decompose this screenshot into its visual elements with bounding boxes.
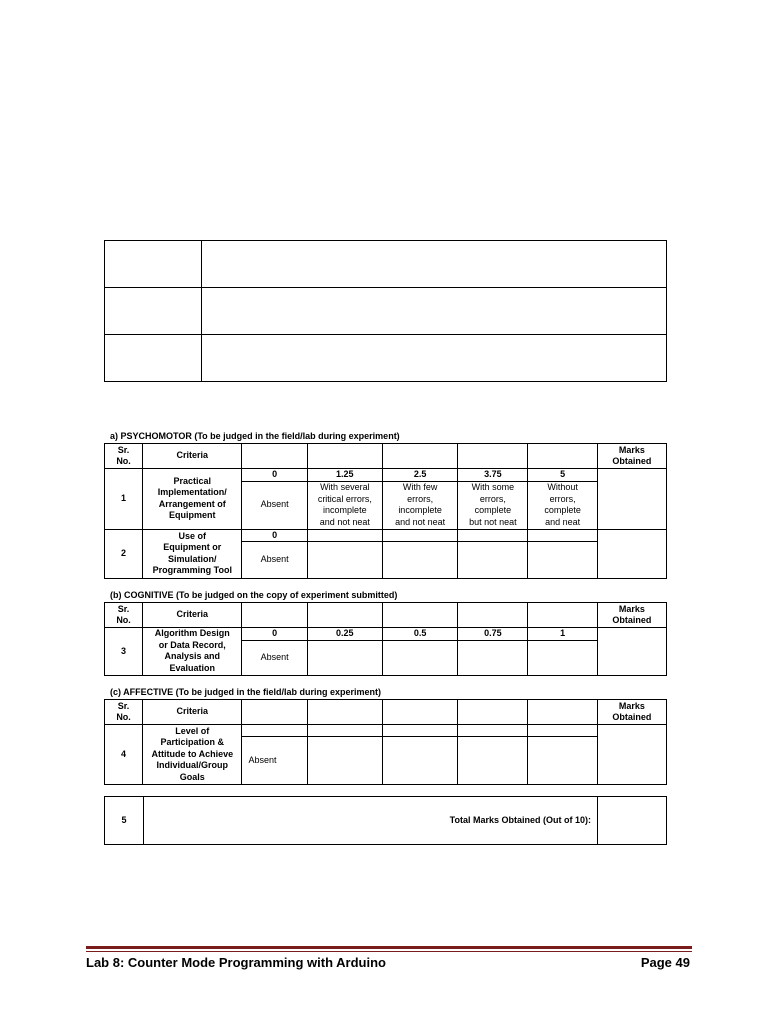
level-description: Without errors, complete and neat (528, 481, 597, 529)
criteria-header: Criteria (143, 700, 242, 725)
level-value: 0.75 (458, 628, 528, 641)
marks-cell (597, 469, 666, 530)
total-row (105, 797, 667, 845)
level-description: Absent (242, 737, 307, 785)
marks-cell (597, 529, 666, 579)
criteria-header: Criteria (143, 444, 242, 469)
level-cell (242, 603, 307, 628)
affective-table (104, 699, 667, 785)
level-value: 0 (242, 628, 307, 641)
level-value (382, 725, 457, 737)
criteria-cell: Level of Participation & Attitude to Achieve Individual/Group Goals (143, 725, 242, 785)
footer-lab-title: Lab 8: Counter Mode Programming with Arduino (86, 955, 386, 970)
level-description (382, 542, 457, 579)
level-description (307, 640, 382, 675)
info-cell (202, 241, 667, 288)
info-cell (105, 241, 202, 288)
total-marks-cell (598, 797, 667, 845)
sr-no-cell: 2 (105, 529, 143, 579)
total-label: Total Marks Obtained (Out of 10): (144, 797, 598, 845)
level-description: Absent (242, 542, 307, 579)
sr-no-header: Sr. No. (105, 603, 143, 628)
level-cell (382, 700, 457, 725)
level-value: 0.25 (307, 628, 382, 641)
footer-page-number: Page 49 (640, 955, 690, 970)
level-value (307, 529, 382, 542)
level-cell (528, 444, 597, 469)
level-description (458, 542, 528, 579)
marks-header: Marks Obtained (597, 444, 666, 469)
level-cell (458, 444, 528, 469)
info-table (104, 240, 667, 382)
level-description (528, 737, 597, 785)
criteria-cell: Use of Equipment or Simulation/ Programming Tool (143, 529, 242, 579)
marks-cell (597, 628, 666, 676)
level-value (307, 725, 382, 737)
level-description: With few errors, incomplete and not neat (382, 481, 457, 529)
header-row (105, 700, 667, 725)
level-cell (307, 700, 382, 725)
level-description: With some errors, complete but not neat (458, 481, 528, 529)
level-value: 0 (242, 469, 307, 482)
level-description: With several critical errors, incomplete and not neat (307, 481, 382, 529)
level-value (242, 725, 307, 737)
level-cell (458, 603, 528, 628)
sr-no-cell: 5 (105, 797, 144, 845)
table-row (105, 469, 667, 482)
sr-no-cell: 4 (105, 725, 143, 785)
marks-header: Marks Obtained (597, 700, 666, 725)
cognitive-title: (b) COGNITIVE (To be judged on the copy of experiment submitted) (110, 590, 398, 600)
psychomotor-table (104, 443, 667, 579)
header-row (105, 444, 667, 469)
level-description (382, 640, 457, 675)
psychomotor-title: a) PSYCHOMOTOR (To be judged in the field/lab during experiment) (110, 431, 400, 441)
footer-rule (86, 946, 692, 949)
sr-no-header: Sr. No. (105, 700, 143, 725)
table-row (105, 628, 667, 641)
level-value: 0 (242, 529, 307, 542)
criteria-header: Criteria (143, 603, 242, 628)
level-cell (528, 700, 597, 725)
level-cell (242, 444, 307, 469)
header-row (105, 603, 667, 628)
table-row (105, 725, 667, 737)
level-description: Absent (242, 481, 307, 529)
info-cell (105, 288, 202, 335)
level-description: Absent (242, 640, 307, 675)
marks-header: Marks Obtained (597, 603, 666, 628)
level-description (528, 640, 597, 675)
level-value (528, 725, 597, 737)
level-value (458, 529, 528, 542)
level-cell (307, 603, 382, 628)
criteria-cell: Practical Implementation/ Arrangement of Equipment (143, 469, 242, 530)
marks-cell (597, 725, 666, 785)
level-description (382, 737, 457, 785)
footer-rule (86, 951, 692, 952)
sr-no-cell: 1 (105, 469, 143, 530)
level-value: 1 (528, 628, 597, 641)
cognitive-table (104, 602, 667, 676)
info-cell (202, 335, 667, 382)
info-cell (202, 288, 667, 335)
criteria-cell: Algorithm Design or Data Record, Analysis and Evaluation (143, 628, 242, 676)
level-cell (307, 444, 382, 469)
sr-no-cell: 3 (105, 628, 143, 676)
level-cell (528, 603, 597, 628)
info-row (105, 288, 667, 335)
info-row (105, 335, 667, 382)
level-description (458, 737, 528, 785)
level-cell (242, 700, 307, 725)
level-cell (458, 700, 528, 725)
level-value (382, 529, 457, 542)
affective-title: (c) AFFECTIVE (To be judged in the field/lab during experiment) (110, 687, 382, 697)
table-row (105, 529, 667, 542)
level-value: 1.25 (307, 469, 382, 482)
level-value (458, 725, 528, 737)
level-description (528, 542, 597, 579)
level-description (458, 640, 528, 675)
level-cell (382, 603, 457, 628)
level-value: 3.75 (458, 469, 528, 482)
info-cell (105, 335, 202, 382)
level-value: 0.5 (382, 628, 457, 641)
level-description (307, 737, 382, 785)
sr-no-header: Sr. No. (105, 444, 143, 469)
total-table (104, 796, 667, 845)
level-value: 2.5 (382, 469, 457, 482)
level-cell (382, 444, 457, 469)
level-value (528, 529, 597, 542)
info-row (105, 241, 667, 288)
level-value: 5 (528, 469, 597, 482)
level-description (307, 542, 382, 579)
